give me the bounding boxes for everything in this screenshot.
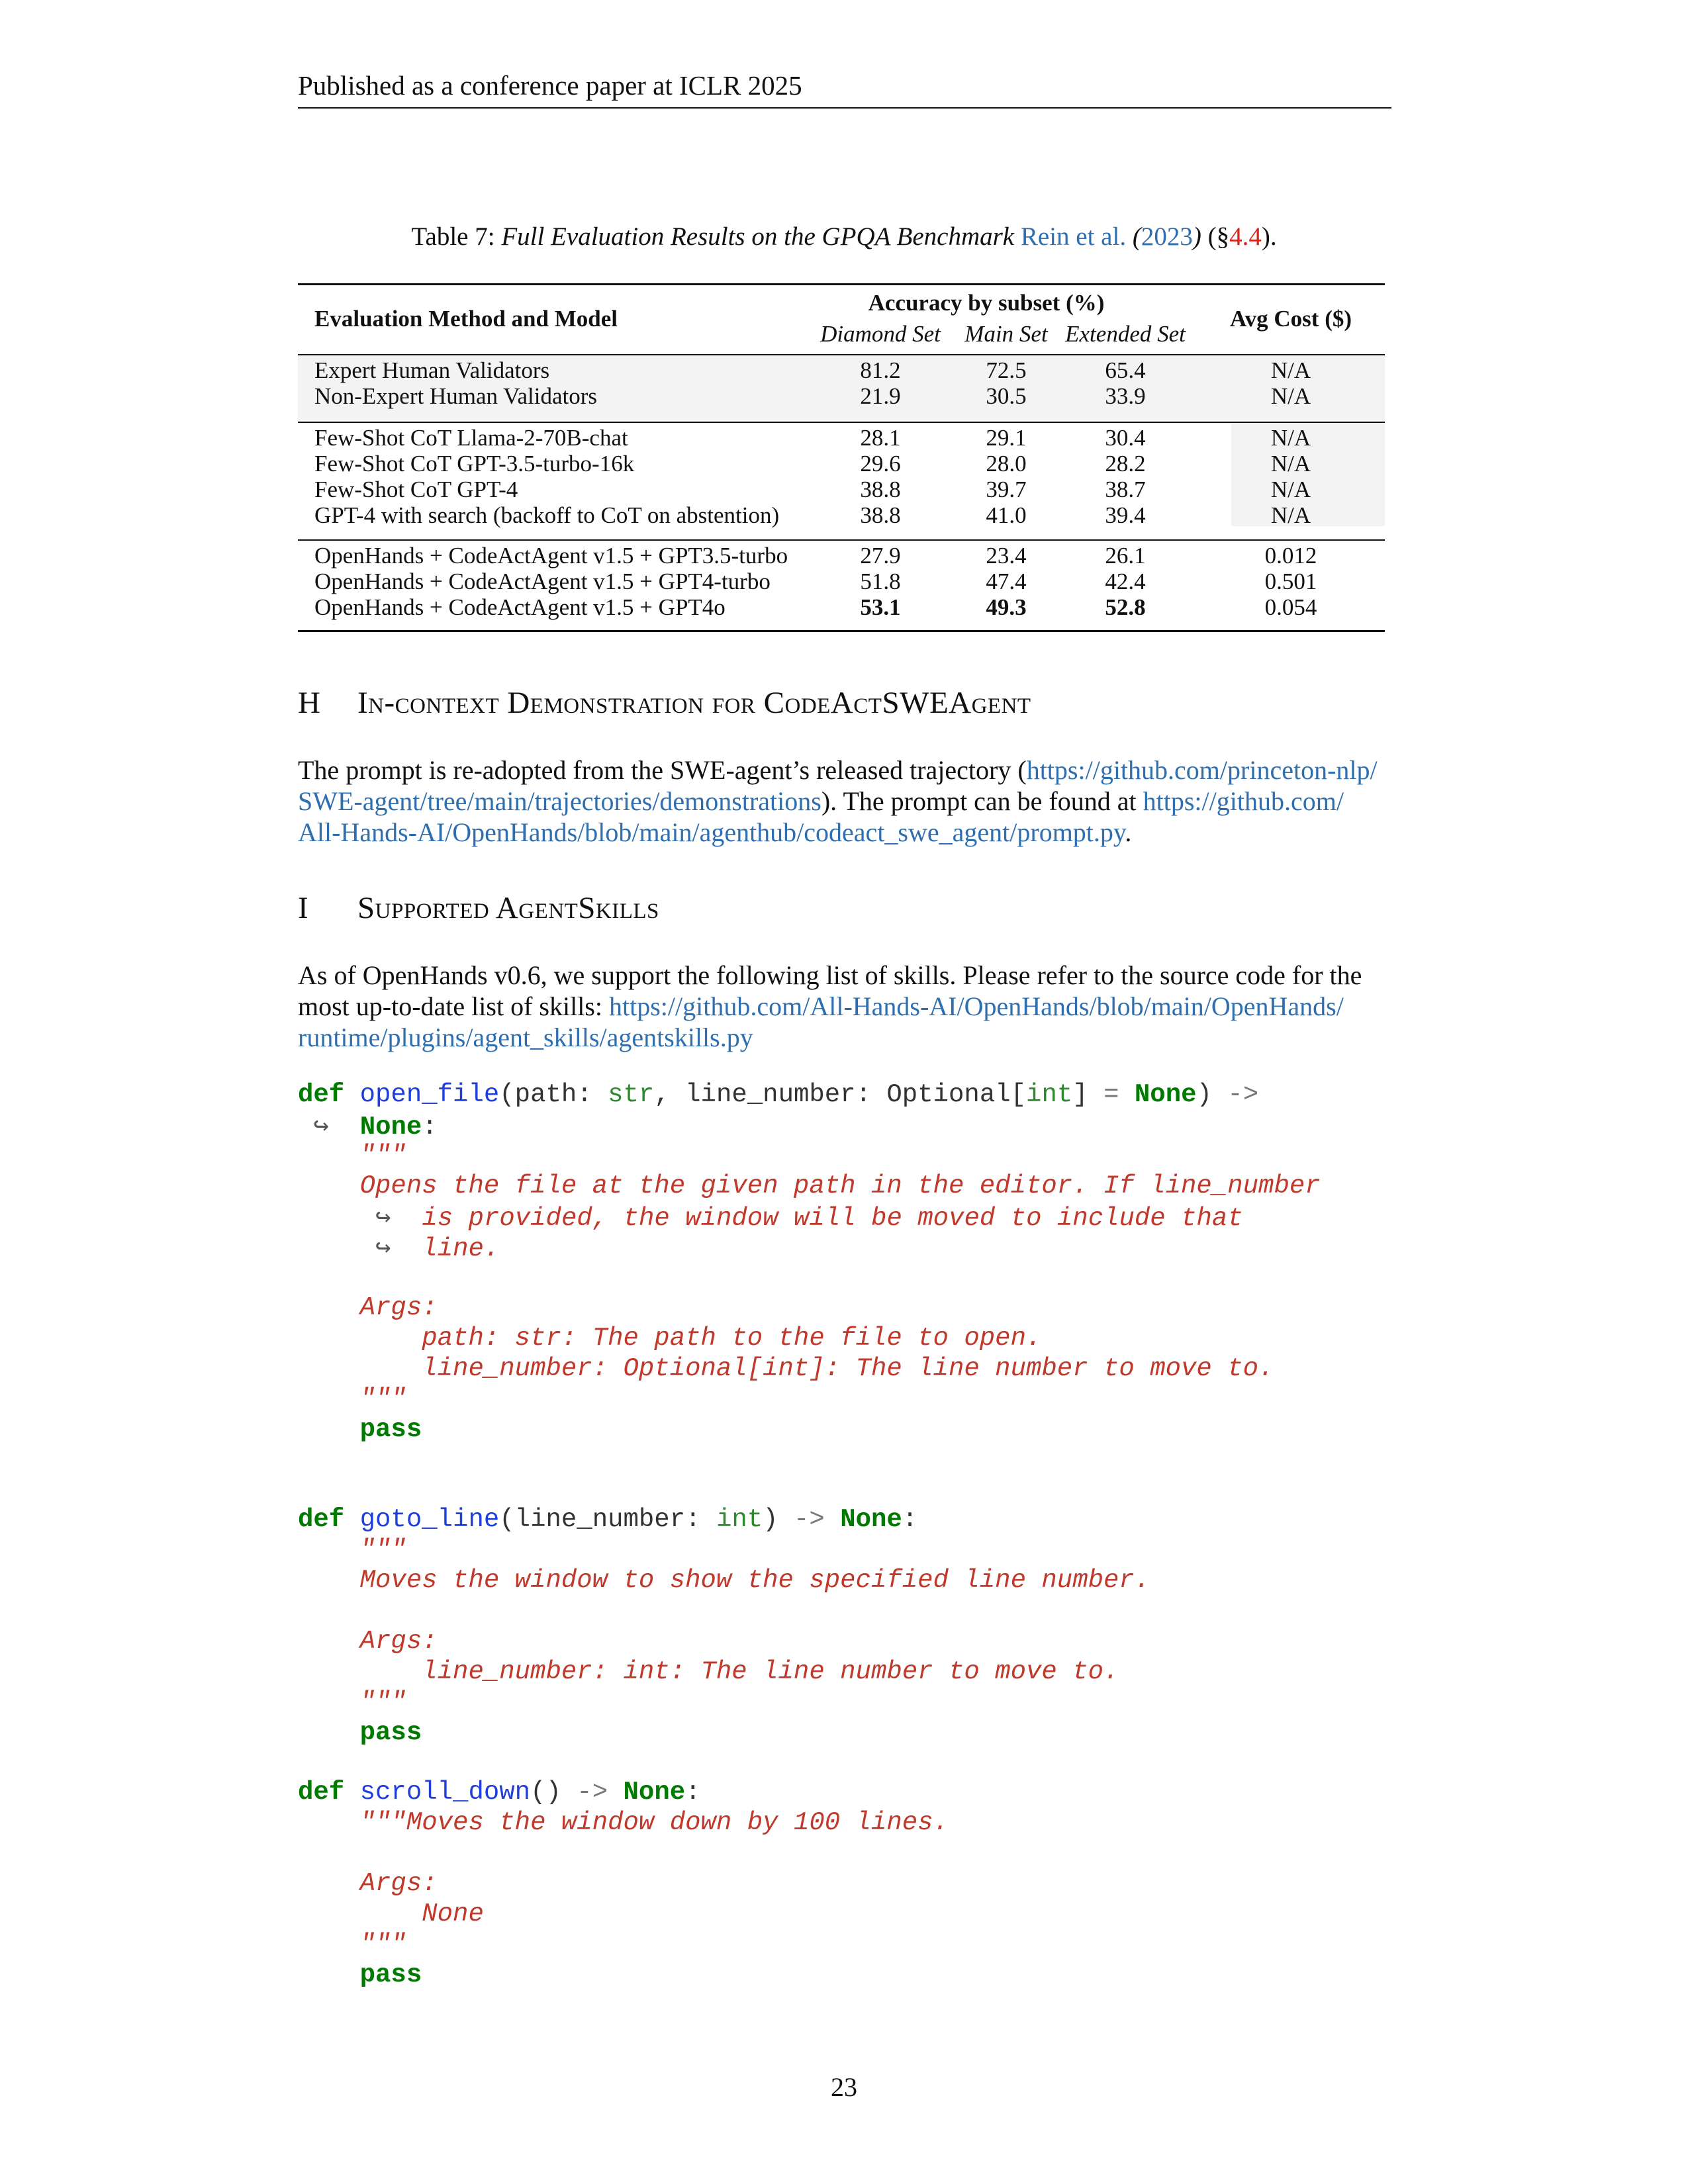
link-part-a: https://github.com/ — [1143, 786, 1344, 816]
table-cell-diamond: 28.1 — [860, 425, 901, 451]
table-cell-extended: 30.4 — [1105, 425, 1146, 451]
table-cell-diamond: 21.9 — [860, 383, 901, 409]
table-cell-diamond: 38.8 — [860, 502, 901, 528]
section-ref-link[interactable]: 4.4 — [1229, 222, 1262, 251]
table-cell-main: 41.0 — [986, 502, 1027, 528]
header-method: Evaluation Method and Model — [314, 306, 618, 332]
pass-keyword: pass — [359, 1960, 422, 1989]
code-line — [298, 1688, 406, 1717]
table-cell-main: 30.5 — [986, 383, 1027, 409]
para-h-text-3: . — [1125, 817, 1132, 847]
function-name: scroll_down — [359, 1778, 531, 1807]
table-cell-method: GPT-4 with search (backoff to CoT on abstention) — [314, 502, 780, 528]
param-type: Optional[ — [886, 1080, 1027, 1109]
table-cell-method: Non-Expert Human Validators — [314, 383, 598, 409]
param-type: int — [1026, 1080, 1073, 1109]
code-line — [298, 1202, 1243, 1233]
table-cell-method: Few-Shot CoT Llama-2-70B-chat — [314, 425, 628, 451]
table-cell-method: Expert Human Validators — [314, 357, 550, 383]
header-extended: Extended Set — [1065, 321, 1186, 347]
docstring-text: is provided, the window will be moved to include that — [422, 1204, 1243, 1233]
return-arrow: -> — [577, 1778, 608, 1807]
para-h-text-2: ). The prompt can be found at — [821, 786, 1143, 816]
docstring-text: Moves the window down by 100 lines. — [406, 1808, 949, 1837]
code-line — [298, 1171, 1321, 1201]
section-i-paragraph — [298, 960, 1393, 1053]
citation-link[interactable]: Rein et al. — [1020, 222, 1127, 251]
pass-keyword: pass — [359, 1415, 422, 1444]
table-cell-diamond: 29.6 — [860, 451, 901, 477]
table-cell-main: 47.4 — [986, 569, 1027, 594]
code-line — [298, 1657, 1119, 1686]
link-part-b: All-Hands-AI/OpenHands/blob/main/agenthub/codeact_swe_agent/prompt.py — [298, 817, 1125, 847]
section-h-heading — [298, 685, 1031, 721]
table-top-rule — [298, 283, 1385, 285]
function-name: goto_line — [359, 1505, 500, 1534]
table-cell-main: 29.1 — [986, 425, 1027, 451]
param-name: line_number — [514, 1505, 686, 1534]
table-cell-extended: 65.4 — [1105, 357, 1146, 383]
caption-ref-close: ). — [1261, 222, 1277, 251]
docstring-arg: line_number: Optional[int]: The line number to move to. — [422, 1354, 1274, 1383]
table-cell-extended: 28.2 — [1105, 451, 1146, 477]
table-cell-cost: 0.012 — [1264, 543, 1317, 569]
caption-paren-close: ) — [1192, 222, 1201, 251]
docstring-text: Moves the window to show the specified line number. — [359, 1566, 1150, 1595]
para-i-text-2: most up-to-date list of skills: — [298, 991, 609, 1021]
para-i-text-1: As of OpenHands v0.6, we support the following list of skills. Please refer to the source code for the — [298, 960, 1362, 990]
param-type: int — [716, 1505, 763, 1534]
continuation-arrow-icon: ↪ — [375, 1204, 391, 1233]
table-cell-main: 28.0 — [986, 451, 1027, 477]
caption-prefix: Table 7: — [411, 222, 502, 251]
continuation-arrow-icon: ↪ — [375, 1234, 391, 1263]
return-arrow: -> — [1227, 1080, 1259, 1109]
none-keyword: None — [359, 1113, 422, 1142]
header-avg-cost: Avg Cost ($) — [1229, 306, 1352, 332]
docstring-arg: path: str: The path to the file to open. — [422, 1324, 1042, 1353]
section-i-number: I — [298, 891, 309, 925]
table-cell-cost: 0.501 — [1264, 569, 1317, 594]
docstring-args: Args: — [359, 1293, 438, 1322]
function-name: open_file — [359, 1080, 500, 1109]
docstring-args: Args: — [359, 1869, 438, 1898]
code-line — [298, 1232, 499, 1263]
code-line: ↪ None: — [313, 1113, 438, 1142]
code-line: def scroll_down() -> None: — [298, 1778, 701, 1807]
caption-title: Full Evaluation Results on the GPQA Benchmark — [501, 222, 1021, 251]
none-keyword: None — [623, 1778, 686, 1807]
table-cell-cost: 0.054 — [1264, 594, 1317, 620]
docstring-text: Opens the file at the given path in the editor. If line_number — [359, 1171, 1321, 1201]
code-line — [298, 1899, 484, 1929]
table-cell-extended: 39.4 — [1105, 502, 1146, 528]
continuation-arrow-icon: ↪ — [313, 1113, 329, 1142]
section-i-title: Supported AgentSkills — [357, 891, 659, 925]
code-line — [298, 1808, 949, 1837]
table-cell-cost: N/A — [1270, 477, 1311, 502]
header-rule — [298, 107, 1391, 109]
table-cell-cost: N/A — [1270, 502, 1311, 528]
table-cell-cost: N/A — [1270, 425, 1311, 451]
docstring-quotes: """ — [359, 1688, 406, 1717]
param-name: line_number — [685, 1080, 856, 1109]
table-cell-diamond: 38.8 — [860, 477, 901, 502]
return-arrow: -> — [793, 1505, 825, 1534]
docstring-text: line. — [422, 1234, 500, 1263]
table-cell-extended: 38.7 — [1105, 477, 1146, 502]
table-cell-method: OpenHands + CodeActAgent v1.5 + GPT3.5-turbo — [314, 543, 788, 569]
none-keyword: None — [840, 1505, 902, 1534]
table-cell-diamond: 81.2 — [860, 357, 901, 383]
code-line — [298, 1627, 438, 1656]
group-rule-1 — [298, 422, 1385, 423]
section-i-heading — [298, 890, 659, 926]
code-line — [298, 1718, 422, 1747]
table-cell-extended: 42.4 — [1105, 569, 1146, 594]
table-cell-diamond: 53.1 — [860, 594, 901, 620]
section-h-paragraph — [298, 754, 1393, 848]
header-accuracy-group: Accuracy by subset (%) — [868, 290, 1105, 316]
page-number: 23 — [831, 2072, 857, 2102]
table-cell-main: 39.7 — [986, 477, 1027, 502]
header-main: Main Set — [964, 321, 1048, 347]
table-caption — [298, 222, 1390, 251]
code-line — [298, 1385, 406, 1414]
table-cell-main: 23.4 — [986, 543, 1027, 569]
param-name: path — [514, 1080, 577, 1109]
table-cell-method: OpenHands + CodeActAgent v1.5 + GPT4o — [314, 594, 726, 620]
docstring-quotes: """ — [359, 1930, 406, 1959]
docstring-arg: None — [422, 1899, 484, 1929]
param-type: ] — [1072, 1080, 1088, 1109]
running-header: Published as a conference paper at ICLR 2025 — [298, 70, 802, 101]
table-cell-main: 49.3 — [986, 594, 1027, 620]
section-h-title: In-context Demonstration for CodeActSWEAgent — [357, 686, 1031, 720]
code-line — [298, 1324, 1041, 1353]
code-line — [298, 1415, 422, 1444]
code-line — [298, 1293, 438, 1322]
caption-ref-open: (§ — [1201, 222, 1230, 251]
docstring-quotes: """ — [359, 1385, 406, 1414]
docstring-quotes: """ — [359, 1808, 406, 1837]
def-keyword: def — [298, 1080, 345, 1109]
link-part-b: runtime/plugins/agent_skills/agentskills.py — [298, 1023, 753, 1052]
table-cell-method: Few-Shot CoT GPT-4 — [314, 477, 518, 502]
code-line — [298, 1566, 1150, 1595]
caption-paren: ( — [1126, 222, 1141, 251]
para-h-text-1: The prompt is re-adopted from the SWE-agent’s released trajectory ( — [298, 755, 1027, 785]
def-keyword: def — [298, 1778, 345, 1807]
section-h-number: H — [298, 686, 321, 720]
link-part-a: https://github.com/princeton-nlp/ — [1026, 755, 1378, 785]
table-cell-method: Few-Shot CoT GPT-3.5-turbo-16k — [314, 451, 635, 477]
docstring-quotes: """ — [359, 1141, 406, 1170]
docstring-args: Args: — [359, 1627, 438, 1656]
table-cell-method: OpenHands + CodeActAgent v1.5 + GPT4-turbo — [314, 569, 771, 594]
param-type: str — [608, 1080, 655, 1109]
code-line — [298, 1930, 406, 1959]
table-cell-extended: 52.8 — [1105, 594, 1146, 620]
code-line — [298, 1535, 406, 1565]
code-line: def open_file(path: str, line_number: Optional[int] = None) -> — [298, 1080, 1259, 1109]
table-cell-main: 72.5 — [986, 357, 1027, 383]
citation-year-link[interactable]: 2023 — [1141, 222, 1193, 251]
table-cell-cost: N/A — [1270, 357, 1311, 383]
table-cell-extended: 26.1 — [1105, 543, 1146, 569]
table-cell-diamond: 51.8 — [860, 569, 901, 594]
table-cell-cost: N/A — [1270, 383, 1311, 409]
table-cell-cost: N/A — [1270, 451, 1311, 477]
header-diamond: Diamond Set — [820, 321, 941, 347]
code-line — [298, 1869, 438, 1898]
docstring-arg: line_number: int: The line number to move to. — [422, 1657, 1119, 1686]
code-line — [298, 1354, 1274, 1383]
code-line — [298, 1960, 422, 1989]
link-part-a: https://github.com/All-Hands-AI/OpenHands/blob/main/OpenHands/ — [608, 991, 1344, 1021]
code-line: def goto_line(line_number: int) -> None: — [298, 1505, 918, 1534]
table-bottom-rule — [298, 630, 1385, 632]
table-cell-diamond: 27.9 — [860, 543, 901, 569]
pass-keyword: pass — [359, 1718, 422, 1747]
docstring-quotes: """ — [359, 1535, 406, 1565]
def-keyword: def — [298, 1505, 345, 1534]
results-table — [298, 283, 1385, 641]
code-line — [298, 1141, 406, 1170]
link-part-b: SWE-agent/tree/main/trajectories/demonstrations — [298, 786, 821, 816]
table-mid-rule — [298, 354, 1385, 355]
none-keyword: None — [1134, 1080, 1197, 1109]
table-cell-extended: 33.9 — [1105, 383, 1146, 409]
group-rule-2 — [298, 539, 1385, 541]
